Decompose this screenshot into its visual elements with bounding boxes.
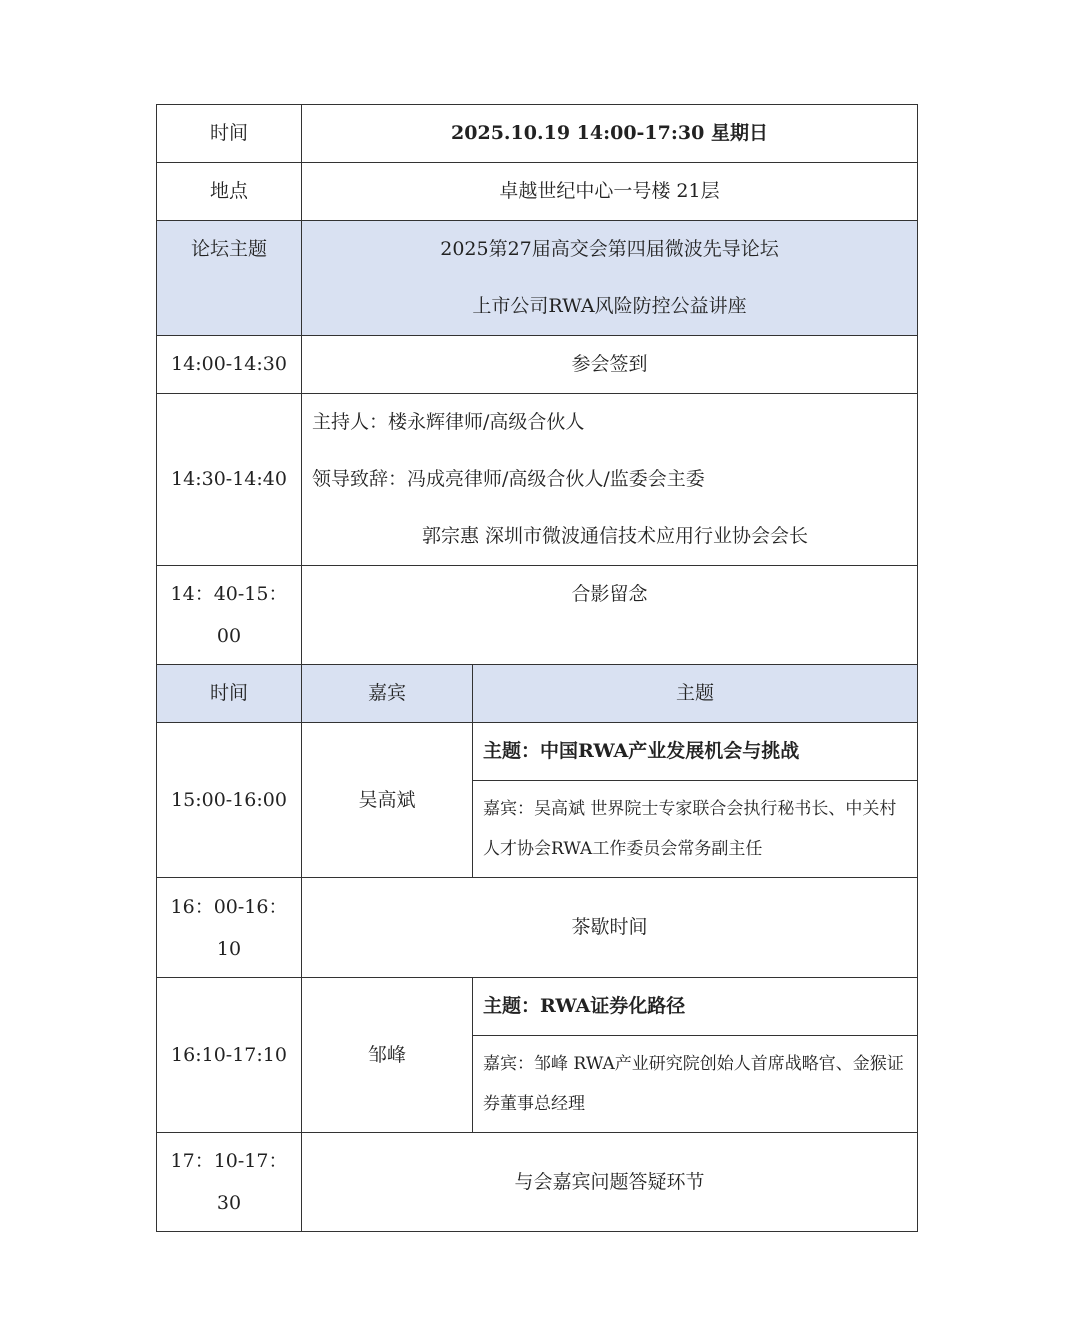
host-line: 主持人：楼永辉律师/高级合伙人 — [312, 411, 585, 433]
speech-line-2: 郭宗惠 深圳市微波通信技术应用行业协会会长 — [422, 525, 809, 547]
theme-line-2: 上市公司RWA风险防控公益讲座 — [472, 295, 747, 317]
session-guest-info: 嘉宾：吴高斌 世界院士专家联合会执行秘书长、中关村人才协会RWA工作委员会常务副主任 — [473, 781, 918, 878]
event-place: 卓越世纪中心一号楼 21层 — [302, 163, 918, 221]
session-time: 15:00-16:00 — [157, 723, 302, 878]
session-guest-info: 嘉宾：邹峰 RWA产业研究院创始人首席战略官、金猴证券董事总经理 — [473, 1036, 918, 1133]
row-content: 合影留念 — [302, 566, 918, 665]
session-time: 16:10-17:10 — [157, 978, 302, 1133]
row-time: 16：00-16：10 — [157, 878, 302, 978]
row-time: 14：40-15：00 — [157, 566, 302, 665]
event-datetime: 2025.10.19 14:00-17:30 星期日 — [302, 105, 918, 163]
session-guest: 邹峰 — [302, 978, 473, 1133]
theme-line-1: 2025第27届高交会第四届微波先导论坛 — [440, 238, 779, 260]
row-time: 14:30-14:40 — [157, 394, 302, 566]
schedule-table — [156, 104, 918, 1232]
time-label: 时间 — [157, 105, 302, 163]
session-topic: 主题：RWA证券化路径 — [473, 978, 918, 1036]
row-time: 14:00-14:30 — [157, 336, 302, 394]
header-guest: 嘉宾 — [302, 665, 473, 723]
forum-theme — [302, 221, 918, 336]
session-guest: 吴高斌 — [302, 723, 473, 878]
speech-line-1: 领导致辞：冯成亮律师/高级合伙人/监委会主委 — [312, 468, 705, 490]
header-topic: 主题 — [473, 665, 918, 723]
place-label: 地点 — [157, 163, 302, 221]
row-time: 17：10-17：30 — [157, 1133, 302, 1232]
row-content: 参会签到 — [302, 336, 918, 394]
header-time: 时间 — [157, 665, 302, 723]
session-topic: 主题：中国RWA产业发展机会与挑战 — [473, 723, 918, 781]
row-content: 与会嘉宾问题答疑环节 — [302, 1133, 918, 1232]
theme-label: 论坛主题 — [157, 221, 302, 336]
row-content: 茶歇时间 — [302, 878, 918, 978]
opening-content — [302, 394, 918, 566]
